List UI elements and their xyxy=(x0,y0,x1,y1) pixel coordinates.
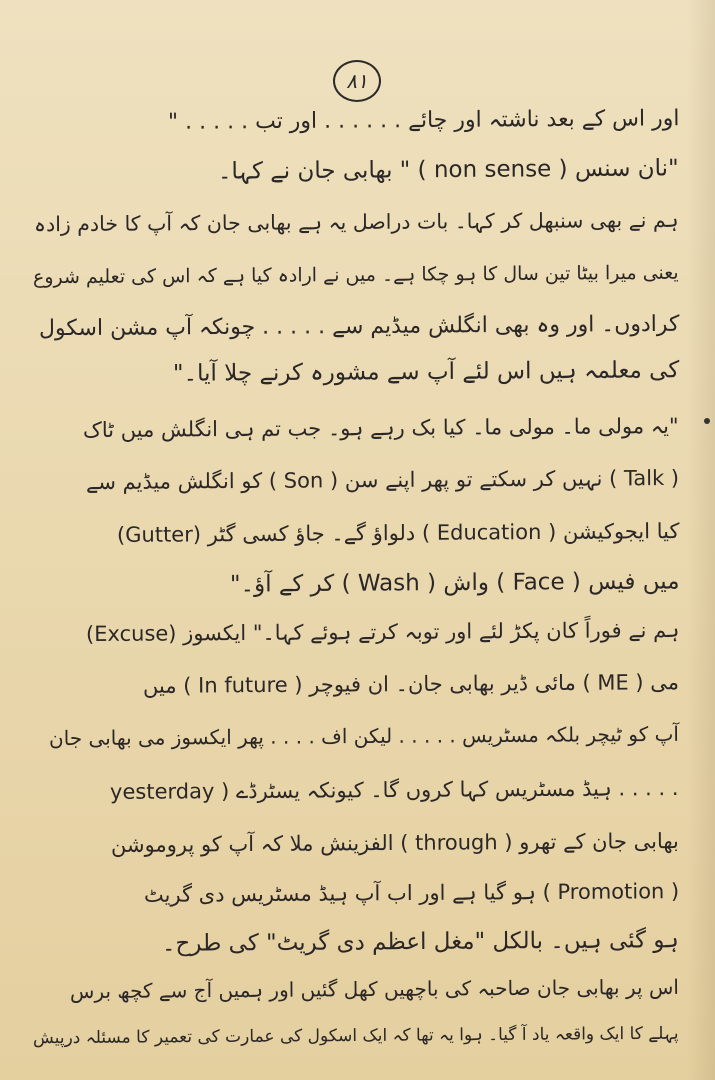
text-line: اس پر بھابی جان صاحبہ کی باچھیں کھل گئیں اور ہمیں آج سے کچھ برس xyxy=(70,974,680,1004)
text-line: می ( ME ) مائی ڈیر بھابی جان۔ ان فیوچر ( In future ) میں xyxy=(142,670,680,698)
text-line: کی معلمہ ہیں اس لئے آپ سے مشورہ کرنے چلا آیا۔" xyxy=(172,357,680,387)
text-line: "یہ مولی ما۔ مولی ما۔ کیا بک رہے ہو۔ جب تم ہی انگلش میں ٹاک xyxy=(83,413,680,443)
text-line: "نان سنس ( non sense ) " بھابی جان نے کہا۔ xyxy=(218,155,680,185)
text-line: بھابی جان کے تھرو ( through ) الفزینش ملا کہ آپ کو پروموشن xyxy=(111,829,680,857)
text-line: یعنی میرا بیٹا تین سال کا ہو چکا ہے۔ میں نے ارادہ کیا ہے کہ اس کی تعلیم شروع xyxy=(33,261,680,289)
text-line: پہلے کا ایک واقعہ یاد آ گیا۔ ہوا یہ تھا کہ ایک اسکول کی عمارت کی تعمیر کا مسئلہ درپیش xyxy=(33,1023,680,1049)
text-line: اور اس کے بعد ناشتہ اور چائے . . . . . . اور تب . . . . . " xyxy=(167,106,680,135)
text-line: ( Talk ) نہیں کر سکتے تو پھر اپنے سن ( Son ) کو انگلش میڈیم سے xyxy=(85,465,680,495)
page-number: ۸۱ xyxy=(333,60,381,102)
text-line: کیا ایجوکیشن ( Education ) دلواؤ گے۔ جاؤ کسی گٹر (Gutter) xyxy=(116,519,680,547)
text-line: کرادوں۔ اور وہ بھی انگلش میڈیم سے . . . . . چونکہ آپ مشن اسکول xyxy=(38,311,680,342)
text-line: ( Promotion ) ہو گیا ہے اور اب آپ ہیڈ مسٹریس دی گریٹ xyxy=(143,879,680,907)
text-line: . . . . . ہیڈ مسٹریس کہا کروں گا۔ کیونکہ یسٹرڈے ( yesterday xyxy=(110,776,680,804)
text-line: ہو گئی ہیں۔ بالکل "مغل اعظم دی گریٹ" کی طرح۔ xyxy=(162,927,680,957)
text-line: ہم نے فوراً کان پکڑ لئے اور توبہ کرتے ہوئے کہا۔" ایکسوز (Excuse) xyxy=(85,617,680,647)
text-line: آپ کو ٹیچر بلکہ مسٹریس . . . . . لیکن اف . . . . پھر ایکسوز می بھابی جان xyxy=(48,721,680,751)
page-edge-shadow xyxy=(687,0,715,1080)
text-line: ہم نے بھی سنبھل کر کہا۔ بات دراصل یہ ہے بھابی جان کہ آپ کا خادم زادہ xyxy=(34,207,680,237)
text-line: میں فیس ( Face ) واش ( Wash ) کر کے آؤ۔" xyxy=(229,568,680,598)
margin-dot xyxy=(704,418,710,424)
